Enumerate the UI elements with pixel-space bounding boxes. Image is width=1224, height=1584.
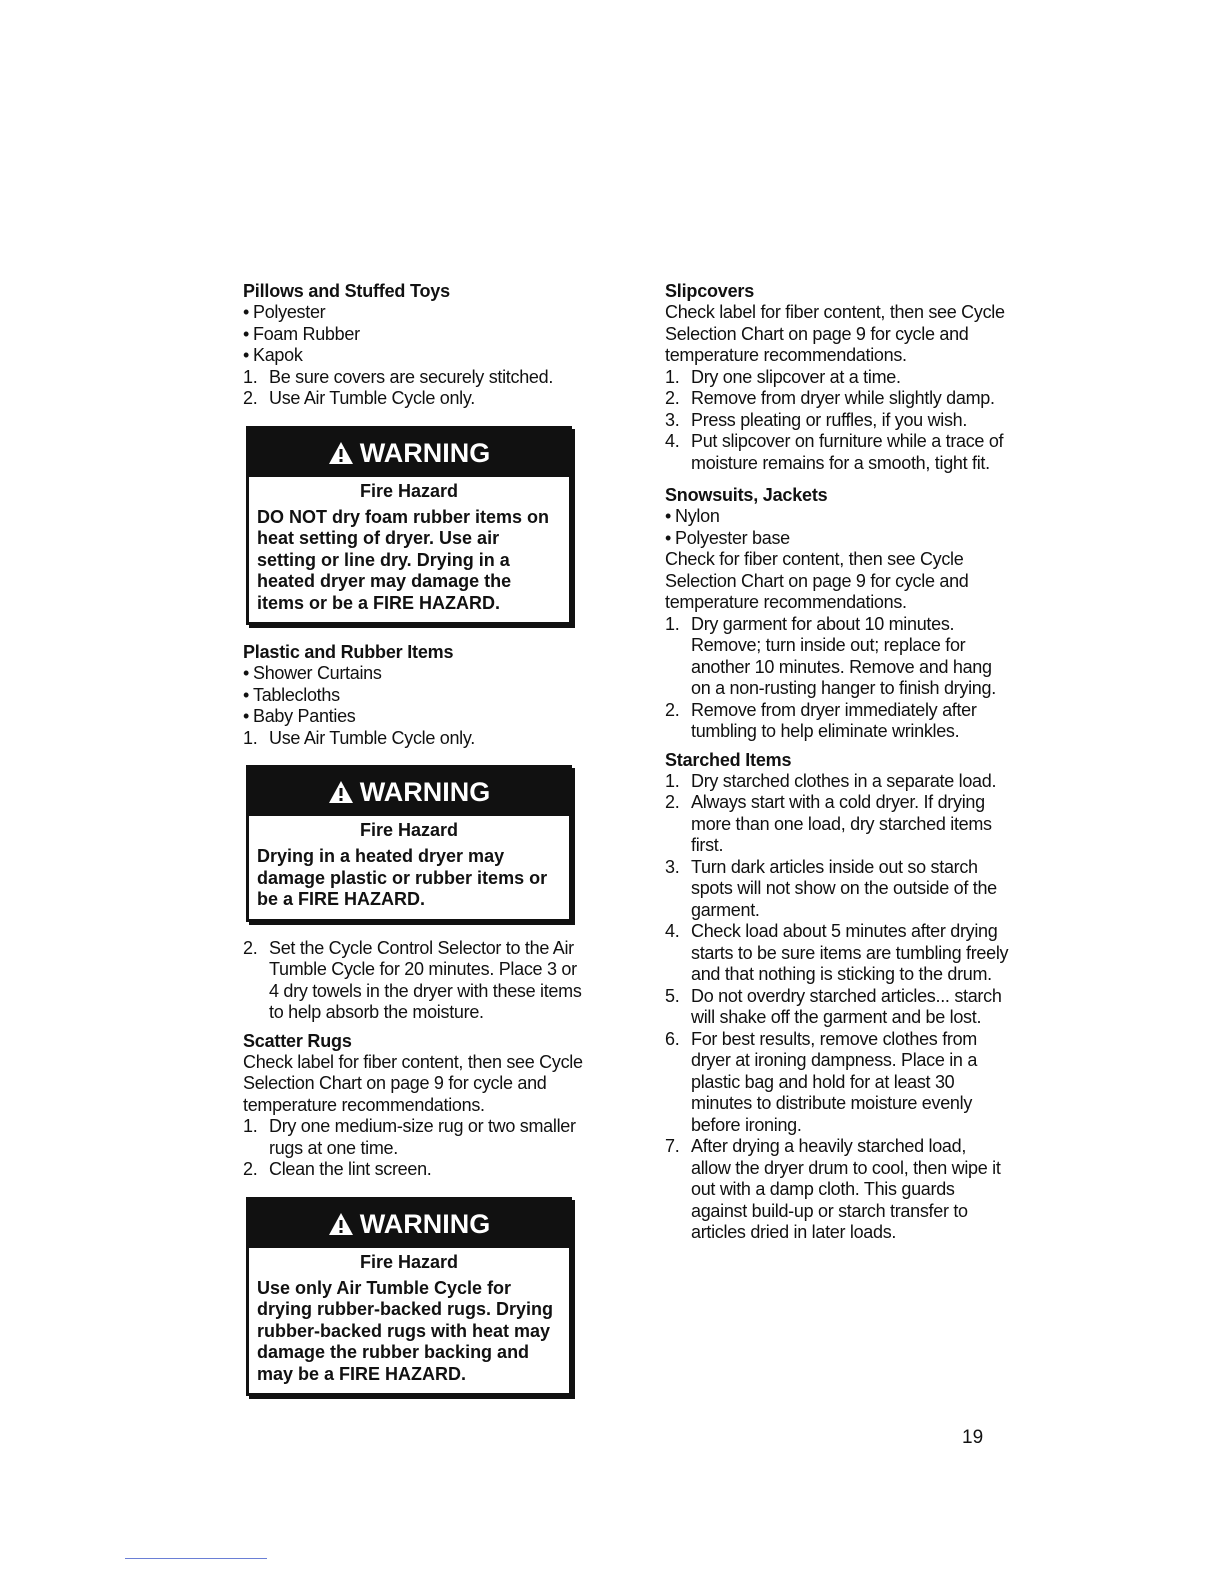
numbered-step: 2. Set the Cycle Control Selector to the Air Tumble Cycle for 20 minutes. Place 3 or 4 dry towels in the dryer with these items to help absorb the moisture. <box>243 937 582 1022</box>
numbered-step: 2. Always start with a cold dryer. If drying more than one load, dry starched items first. <box>665 792 992 855</box>
bullet-item: • Polyester base <box>665 528 1010 550</box>
numbered-step: 2. Use Air Tumble Cycle only. <box>243 388 475 408</box>
numbered-step: 1. Be sure covers are securely stitched. <box>243 366 554 387</box>
warning-header: WARNING <box>249 429 569 477</box>
section-title-snowsuits: Snowsuits, Jackets <box>665 485 828 505</box>
numbered-step: 7. After drying a heavily starched load, allow the dryer drum to cool, then wipe it out with a damp cloth. This guards against build-up or starch transfer to articles dried in later loads. <box>665 1136 1001 1242</box>
section-intro: Check for fiber content, then see Cycle Selection Chart on page 9 for cycle and temperature recommendations. <box>665 549 969 612</box>
section-title-pillows: Pillows and Stuffed Toys <box>243 281 450 301</box>
numbered-step: 5. Do not overdry starched articles... starch will shake off the garment and be lost. <box>665 985 1002 1027</box>
numbered-step: 3. Turn dark articles inside out so starch spots will not show on the outside of the garment. <box>665 856 997 920</box>
section-title-plastic: Plastic and Rubber Items <box>243 642 454 662</box>
numbered-step: 2. Remove from dryer while slightly damp. <box>665 388 995 408</box>
warning-triangle-icon <box>328 441 354 465</box>
numbered-step: 6. For best results, remove clothes from dryer at ironing dampness. Place in a plastic bag and hold for at least 30 minutes to distribute moisture evenly before ironing. <box>665 1028 978 1135</box>
divider <box>125 1558 267 1559</box>
left-column <box>243 280 588 1412</box>
warning-header: WARNING <box>249 768 569 816</box>
numbered-step: 4. Check load about 5 minutes after drying starts to be sure items are tumbling freely and that nothing is sticking to the drum. <box>665 921 1009 984</box>
section-title-rugs: Scatter Rugs <box>243 1030 352 1051</box>
section-intro: Check label for fiber content, then see Cycle Selection Chart on page 9 for cycle and temperature recommendations. <box>665 302 1005 365</box>
numbered-step: 1. Dry garment for about 10 minutes. Remove; turn inside out; replace for another 10 minutes. Remove and hang on a non-rusting hanger to finish drying. <box>665 613 996 698</box>
page-number: 19 <box>962 1427 984 1448</box>
warning-message: Drying in a heated dryer may damage plastic or rubber items or be a FIRE HAZARD. <box>257 846 548 909</box>
warning-triangle-icon <box>328 1212 354 1236</box>
bullet-item: • Foam Rubber <box>243 324 588 346</box>
warning-message: Use only Air Tumble Cycle for drying rubber-backed rugs. Drying rubber-backed rugs with heat may damage the rubber backing and may be a FIRE HAZARD. <box>257 1277 554 1384</box>
warning-subtitle: Fire Hazard <box>359 820 459 840</box>
section-intro: Check label for fiber content, then see Cycle Selection Chart on page 9 for cycle and temperature recommendations. <box>243 1051 583 1115</box>
numbered-step: 4. Put slipcover on furniture while a trace of moisture remains for a smooth, tight fit. <box>665 431 1004 473</box>
numbered-step: 1. Dry one medium-size rug or two smaller rugs at one time. <box>243 1116 576 1158</box>
bullet-item: • Kapok <box>243 345 588 367</box>
warning-box-rugs <box>246 1197 572 1397</box>
bullet-item: • Baby Panties <box>243 706 588 728</box>
bullet-item: • Polyester <box>243 302 588 324</box>
numbered-step: 2. Remove from dryer immediately after tumbling to help eliminate wrinkles. <box>665 699 977 741</box>
bullet-item: • Shower Curtains <box>243 663 588 685</box>
warning-header: WARNING <box>249 1200 569 1248</box>
warning-triangle-icon <box>328 780 354 804</box>
warning-subtitle: Fire Hazard <box>359 480 459 501</box>
numbered-step: 2. Clean the lint screen. <box>243 1159 432 1179</box>
warning-message: DO NOT dry foam rubber items on heat setting of dryer. Use air setting or line dry. Drying in a heated dryer may damage the items or be a FIRE HAZARD. <box>257 506 550 613</box>
warning-box-plastic <box>246 765 572 922</box>
bullet-item: • Tablecloths <box>243 685 588 707</box>
numbered-step: 1. Use Air Tumble Cycle only. <box>243 727 475 748</box>
warning-box-foam <box>246 426 572 626</box>
section-title-starched: Starched Items <box>665 749 792 770</box>
numbered-step: 1. Dry starched clothes in a separate load. <box>665 770 997 791</box>
section-title-slipcovers: Slipcovers <box>665 281 755 301</box>
bullet-item: • Nylon <box>665 506 1010 528</box>
warning-subtitle: Fire Hazard <box>359 1251 459 1272</box>
numbered-step: 3. Press pleating or ruffles, if you wish. <box>665 409 968 430</box>
right-column <box>665 280 1010 1244</box>
numbered-step: 1. Dry one slipcover at a time. <box>665 366 901 387</box>
